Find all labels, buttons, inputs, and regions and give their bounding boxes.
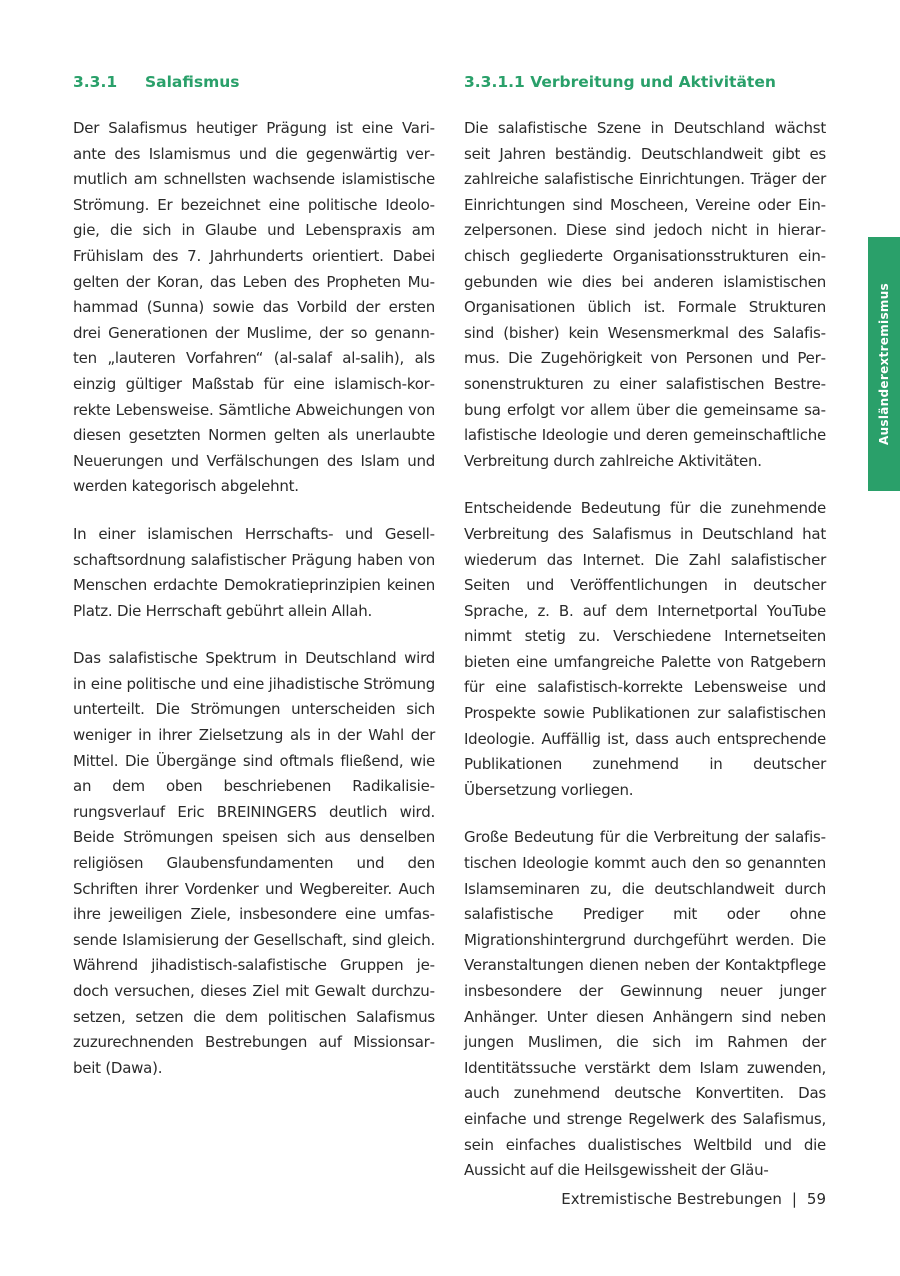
left-column	[73, 64, 435, 1103]
paragraph: Große Bedeutung für die Verbreitung der salafistischen Ideologie kommt auch den so genannten Islamseminaren zu, die deutschlandweit durch salafistische Prediger mit oder ohne Migrationshintergrund durchgeführt werden. Die Veranstaltungen dienen neben der Kontaktpflege insbesondere der Gewinnung neuer junger Anhänger. Unter diesen Anhängern sind neben jungen Muslimen, die sich im Rahmen der Identitätssuche verstärkt dem Islam zuwenden, auch zunehmend deutsche Konvertiten. Das einfache und strenge Regelwerk des Salafismus, sein einfaches dualistisches Weltbild und die Aussicht auf die Heilsgewissheit der Gläu-	[464, 828, 826, 1180]
footer-section-title: Extremistische Bestrebungen	[561, 1190, 782, 1208]
right-column	[464, 64, 826, 1206]
section-number: 3.3.1	[73, 73, 118, 91]
paragraph: Die salafistische Szene in Deutschland wächst seit Jahren beständig. Deutschlandweit gibt es zahlreiche salafistische Einrichtungen. Träger der Einrichtungen sind Moscheen, Vereine oder Einzelpersonen. Diese sind jedoch nicht in hierarchisch gegliederte Organisationsstrukturen eingebunden wie dies bei anderen islamistischen Organisationen üblich ist. Formale Strukturen sind (bisher) kein Wesensmerkmal des Salafismus. Die Zugehörigkeit von Personen und Personenstrukturen zu einer salafistischen Bestrebung erfolgt vor allem über die gemeinsame salafistische Ideologie und deren gemeinschaftliche Verbreitung durch zahlreiche Aktivitäten.	[464, 119, 826, 470]
paragraph: In einer islamischen Herrschafts- und Gesellschaftsordnung salafistischer Prägung haben von Menschen erdachte Demokratieprinzipien keinen Platz. Die Herrschaft gebührt allein Allah.	[73, 524, 435, 620]
page-number: 59	[806, 1190, 826, 1208]
chapter-side-tab-label: Ausländerextremismus	[877, 283, 891, 445]
paragraph: Der Salafismus heutiger Prägung ist eine Variante des Islamismus und die gegenwärtig vermutlich am schnellsten wachsende islamistische Strömung. Er bezeichnet eine politische Ideologie, die sich in Glaube und Lebenspraxis am Frühislam des 7. Jahrhunderts orientiert. Dabei gelten der Koran, das Leben des Propheten Muhammad (Sunna) sowie das Vorbild der ersten drei Generationen der Muslime, der so genannten „lauteren Vorfahren“ (al-salaf al-salih), als einzig gültiger Maßstab für eine islamisch-korrekte Lebensweise. Sämtliche Abweichungen von diesen gesetzten Normen gelten als unerlaubte Neuerungen und Verfälschungen des Islam und werden kategorisch abgelehnt.	[73, 119, 435, 496]
page-footer	[561, 1190, 826, 1208]
subsection-heading-verbreitung: 3.3.1.1 Verbreitung und Aktivitäten	[464, 73, 776, 91]
section-heading-salafismus	[73, 64, 435, 100]
footer-separator: |	[791, 1190, 797, 1208]
paragraph: Das salafistische Spektrum in Deutschland wird in eine politische und eine jihadistische Strömung unterteilt. Die Strömungen unterscheiden sich weniger in ihrer Zielsetzung als in der Wahl der Mittel. Die Übergänge sind oftmals fließend, wie an dem oben beschriebenen Radikalisierungsverlauf Eric BREININGERS deutlich wird. Beide Strömungen speisen sich aus denselben religiösen Glaubensfundamenten und den Schriften ihrer Vordenker und Wegbereiter. Auch ihre jeweiligen Ziele, insbesondere eine umfassende Islamisierung der Gesellschaft, sind gleich. Während jihadistisch-salafistische Gruppen jedoch versuchen, dieses Ziel mit Gewalt durchzusetzen, setzen die dem politischen Salafismus zuzurechnenden Bestrebungen auf Missionsarbeit (Dawa).	[73, 649, 435, 1077]
chapter-side-tab	[868, 237, 900, 491]
paragraph: Entscheidende Bedeutung für die zunehmende Verbreitung des Salafismus in Deutschland hat wiederum das Internet. Die Zahl salafistischer Seiten und Veröffentlichungen in deutscher Sprache, z. B. auf dem Internetportal YouTube nimmt stetig zu. Verschiedene Internetseiten bieten eine umfangreiche Palette von Ratgebern für eine salafistisch-korrekte Lebensweise und Prospekte sowie Publikationen zur salafistischen Ideologie. Auffällig ist, dass auch entsprechende Publikationen zunehmend in deutscher Übersetzung vorliegen.	[464, 499, 826, 799]
section-title: Salafismus	[145, 73, 240, 91]
